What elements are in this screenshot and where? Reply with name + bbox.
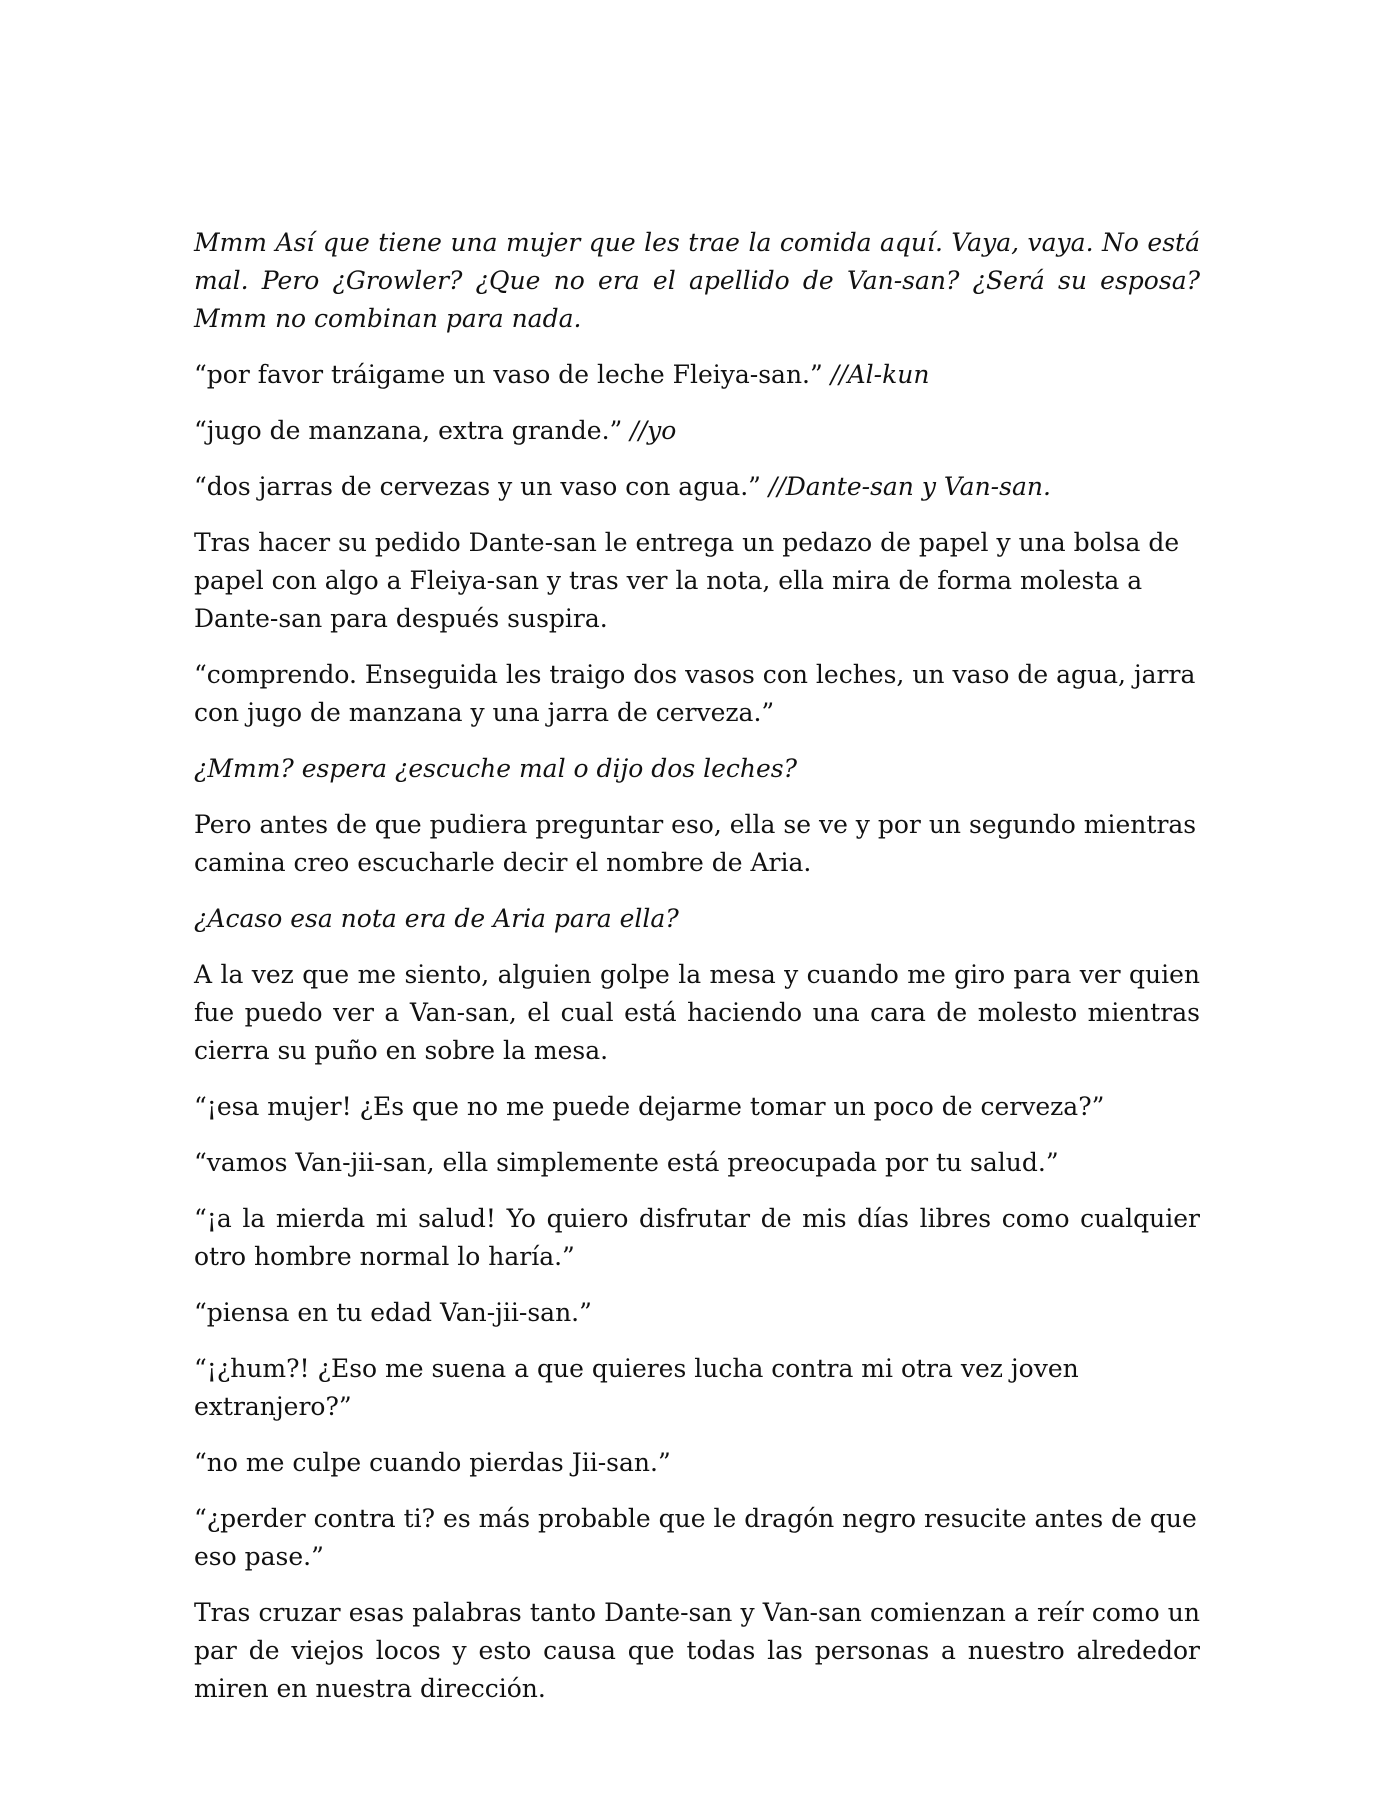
- paragraph-dialogue: “piensa en tu edad Van-jii-san.”: [194, 1298, 592, 1327]
- paragraph-dialogue: “vamos Van-jii-san, ella simplemente está preocupada por tu salud.”: [194, 1148, 1059, 1177]
- document-page: [194, 224, 1200, 1726]
- paragraph-narration: A la vez que me siento, alguien golpe la mesa y cuando me giro para ver quien fue puedo ver a Van-san, el cual está haciendo una cara de molesto mientras cierra su puño en sobre la mesa.: [194, 960, 1200, 1065]
- dialogue-text: “jugo de manzana, extra grande.”: [194, 416, 623, 445]
- paragraph-dialogue: “¿perder contra ti? es más probable que le dragón negro resucite antes de que eso pase.”: [194, 1504, 1197, 1571]
- speaker-tag: //Al-kun: [822, 360, 930, 389]
- paragraph-dialogue: “comprendo. Enseguida les traigo dos vasos con leches, un vaso de agua, jarra con jugo de manzana y una jarra de cerveza.”: [194, 660, 1196, 727]
- paragraph-inner-thought: ¿Acaso esa nota era de Aria para ella?: [194, 904, 679, 933]
- paragraph-dialogue: [194, 356, 1200, 394]
- paragraph-dialogue: [194, 412, 1200, 450]
- speaker-tag: //Dante-san y Van-san.: [760, 472, 1051, 501]
- paragraph-dialogue: [194, 468, 1200, 506]
- paragraph-narration: Tras hacer su pedido Dante-san le entrega un pedazo de papel y una bolsa de papel con algo a Fleiya-san y tras ver la nota, ella mira de forma molesta a Dante-san para después suspira.: [194, 528, 1180, 633]
- dialogue-text: “dos jarras de cervezas y un vaso con agua.”: [194, 472, 761, 501]
- dialogue-text: “por favor tráigame un vaso de leche Fleiya-san.”: [194, 360, 823, 389]
- paragraph-narration: Tras cruzar esas palabras tanto Dante-san y Van-san comienzan a reír como un par de viejos locos y esto causa que todas las personas a nuestro alrededor miren en nuestra dirección.: [194, 1598, 1200, 1703]
- paragraph-narration: Pero antes de que pudiera preguntar eso, ella se ve y por un segundo mientras camina creo escucharle decir el nombre de Aria.: [194, 810, 1197, 877]
- paragraph-dialogue: “¡¿hum?! ¿Eso me suena a que quieres lucha contra mi otra vez joven extranjero?”: [194, 1354, 1079, 1421]
- speaker-tag: //yo: [622, 416, 677, 445]
- paragraph-dialogue: “no me culpe cuando pierdas Jii-san.”: [194, 1448, 671, 1477]
- paragraph-dialogue: “¡a la mierda mi salud! Yo quiero disfrutar de mis días libres como cualquier otro hombre normal lo haría.”: [194, 1204, 1200, 1271]
- paragraph-inner-thought: ¿Mmm? espera ¿escuche mal o dijo dos leches?: [194, 754, 798, 783]
- paragraph-dialogue: “¡esa mujer! ¿Es que no me puede dejarme tomar un poco de cerveza?”: [194, 1092, 1105, 1121]
- paragraph-inner-thought: Mmm Así que tiene una mujer que les trae la comida aquí. Vaya, vaya. No está mal. Pero ¿Growler? ¿Que no era el apellido de Van-san? ¿Será su esposa? Mmm no combinan para nada.: [194, 228, 1200, 333]
